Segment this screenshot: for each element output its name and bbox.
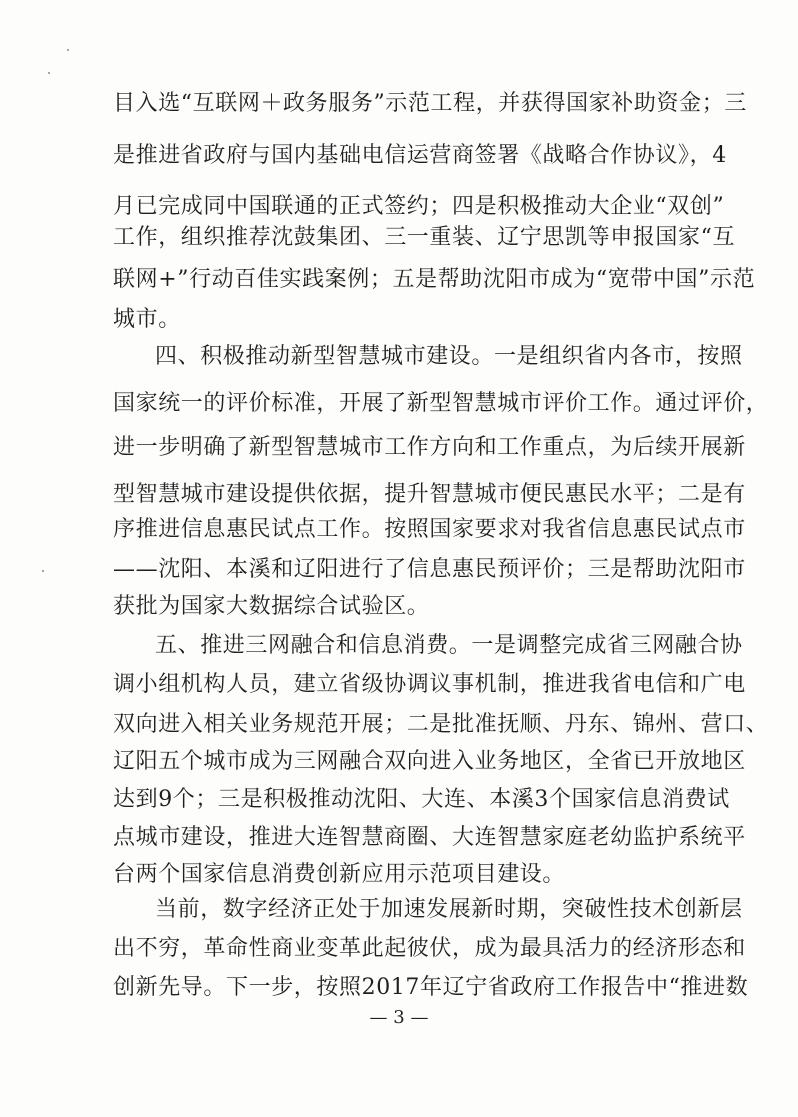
text-line-7: 四、积极推动新型智慧城市建设。一是组织省内各市，按照 <box>155 344 743 369</box>
text-line-14: 五、推进三网融合和信息消费。一是调整完成省三网融合协 <box>155 633 743 658</box>
text-line-16: 双向进入相关业务规范开展；二是批准抚顺、丹东、锦州、营口、 <box>113 712 769 737</box>
text-line-1: 目入选“互联网＋政务服务”示范工程，并获得国家补助资金；三 <box>113 91 747 116</box>
text-line-6: 城市。 <box>113 307 181 332</box>
text-line-5: 联网+”行动百佳实践案例；五是帮助沈阳市成为“宽带中国”示范 <box>113 267 756 292</box>
text-line-12: ——沈阳、本溪和辽阳进行了信息惠民预评价；三是帮助沈阳市 <box>113 557 746 582</box>
text-line-22: 出不穷，革命性商业变革此起彼伏，成为最具活力的经济形态和 <box>113 936 746 961</box>
text-line-8: 国家统一的评价标准，开展了新型智慧城市评价工作。通过评价， <box>113 391 769 416</box>
scan-speck <box>67 49 69 51</box>
text-line-10: 型智慧城市建设提供依据，提升智慧城市便民惠民水平；二是有 <box>113 482 746 507</box>
text-line-17: 辽阳五个城市成为三网融合双向进入业务地区，全省已开放地区 <box>113 749 746 774</box>
text-line-21: 当前，数字经济正处于加速发展新时期，突破性技术创新层 <box>155 897 743 922</box>
text-line-18: 达到9个；三是积极推动沈阳、大连、本溪3个国家信息消费试 <box>113 787 730 812</box>
text-line-13: 获批为国家大数据综合试验区。 <box>113 594 430 619</box>
text-line-19: 点城市建设，推进大连智慧商圈、大连智慧家庭老幼监护系统平 <box>113 825 746 850</box>
text-line-2: 是推进省政府与国内基础电信运营商签署《战略合作协议》，4 <box>113 143 727 168</box>
text-line-23: 创新先导。下一步，按照2017年辽宁省政府工作报告中“推进数 <box>113 975 749 1000</box>
scan-speck <box>48 72 50 74</box>
text-line-9: 进一步明确了新型智慧城市工作方向和工作重点，为后续开展新 <box>113 435 746 460</box>
text-line-4: 工作，组织推荐沈鼓集团、三一重装、辽宁思凯等申报国家“互 <box>113 225 736 250</box>
text-line-3: 月已完成同中国联通的正式签约；四是积极推动大企业“双创” <box>113 194 725 219</box>
page-number: — 3 — <box>369 1007 429 1028</box>
text-line-20: 台两个国家信息消费创新应用示范项目建设。 <box>113 862 566 887</box>
scan-speck <box>42 570 44 572</box>
text-line-11: 序推进信息惠民试点工作。按照国家要求对我省信息惠民试点市 <box>113 517 746 542</box>
text-line-15: 调小组机构人员，建立省级协调议事机制，推进我省电信和广电 <box>113 672 746 697</box>
